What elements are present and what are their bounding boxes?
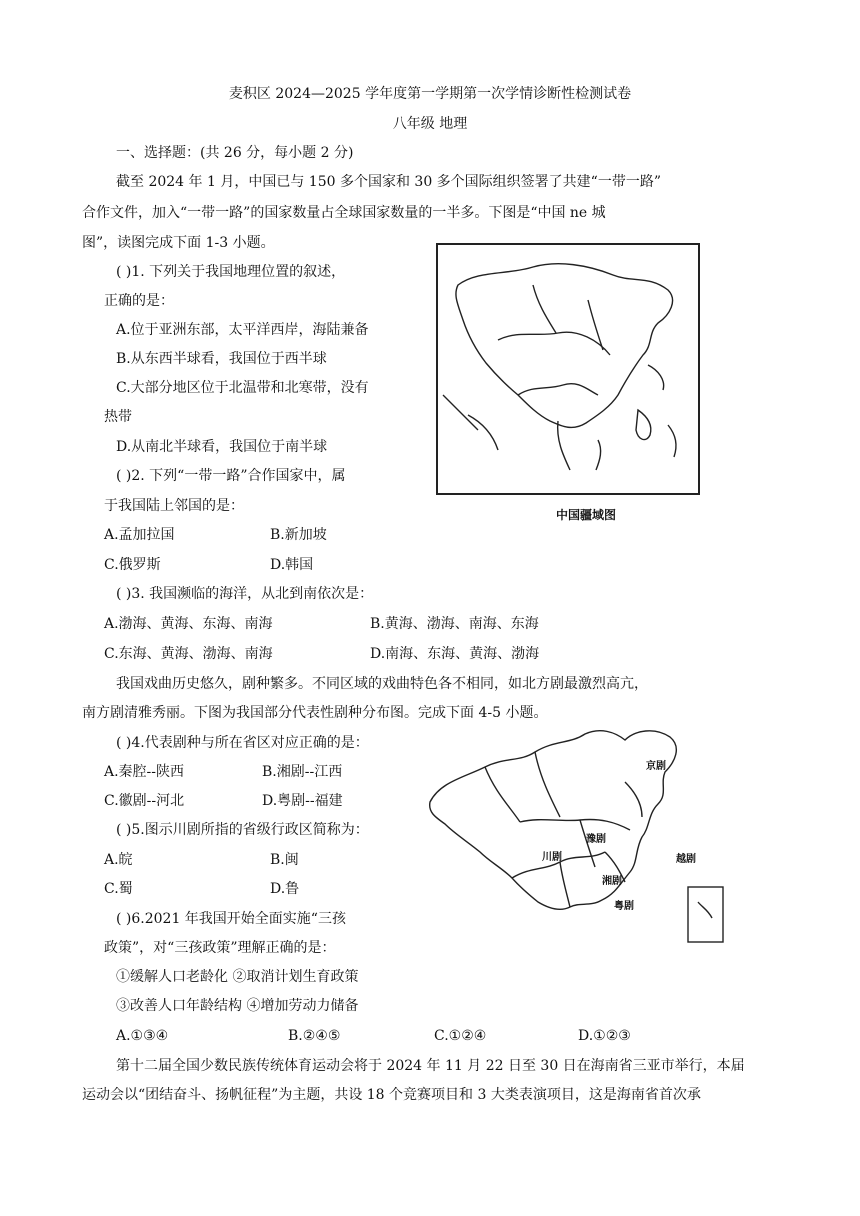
q3-option-c: C.东海、黄海、渤海、南海 bbox=[104, 646, 273, 662]
exam-subtitle: 八年级 地理 bbox=[392, 116, 468, 132]
q2-stem-line-2: 于我国陆上邻国的是： bbox=[104, 498, 244, 514]
q4-stem: ( )4.代表剧种与所在省区对应正确的是： bbox=[116, 735, 369, 751]
china-map-caption: 中国疆域图 bbox=[556, 508, 617, 522]
q6-statements-1: ①缓解人口老龄化 ②取消计划生育政策 bbox=[116, 969, 359, 985]
passage-3-line-1: 第十二届全国少数民族传统体育运动会将于 2024 年 11 月 22 日至 30 日在海南省三亚市举行，本届 bbox=[116, 1058, 745, 1074]
exam-title: 麦积区 2024—2025 学年度第一学期第一次学情诊断性检测试卷 bbox=[228, 86, 632, 102]
label-xiangju: 湘剧 bbox=[602, 876, 622, 887]
section-heading: 一、选择题：(共 26 分，每小题 2 分) bbox=[116, 145, 354, 161]
passage-2-line-1: 我国戏曲历史悠久，剧种繁多。不同区域的戏曲特色各不相同，如北方剧最激烈高亢， bbox=[116, 676, 648, 692]
q1-stem-line-2: 正确的是： bbox=[104, 293, 174, 309]
q1-option-b: B.从东西半球看，我国位于西半球 bbox=[116, 351, 327, 367]
q2-option-b: B.新加坡 bbox=[270, 527, 327, 543]
q5-option-c: C.蜀 bbox=[104, 881, 133, 897]
passage-1-line-2: 合作文件，加入“一带一路”的国家数量占全球国家数量的一半多。下图是“中国 ne 城 bbox=[82, 205, 606, 221]
passage-1-line-1: 截至 2024 年 1 月，中国已与 150 多个国家和 30 多个国际组织签署了共建“一带一路” bbox=[116, 174, 661, 190]
q6-option-a: A.①③④ bbox=[116, 1028, 169, 1044]
china-territory-map bbox=[436, 243, 700, 495]
q3-stem: ( )3. 我国濒临的海洋，从北到南依次是： bbox=[116, 586, 374, 602]
q6-stem-line-2: 政策”，对“三孩政策”理解正确的是： bbox=[104, 940, 336, 956]
q6-option-b: B.②④⑤ bbox=[288, 1028, 341, 1044]
label-chuanju: 川剧 bbox=[542, 852, 562, 863]
label-jingju: 京剧 bbox=[646, 761, 666, 772]
q4-option-d: D.粤剧--福建 bbox=[262, 793, 343, 809]
q5-stem: ( )5.图示川剧所指的省级行政区简称为： bbox=[116, 822, 369, 838]
q3-option-b: B.黄海、渤海、南海、东海 bbox=[370, 616, 539, 632]
q1-stem-line-1: ( )1. 下列关于我国地理位置的叙述， bbox=[116, 264, 346, 280]
q2-option-d: D.韩国 bbox=[270, 557, 314, 573]
q3-option-d: D.南海、东海、黄海、渤海 bbox=[370, 646, 540, 662]
q6-statements-2: ③改善人口年龄结构 ④增加劳动力储备 bbox=[116, 998, 359, 1014]
q5-option-d: D.鲁 bbox=[270, 881, 300, 897]
q1-option-c-line-2: 热带 bbox=[104, 409, 132, 425]
passage-1-line-3: 图”，读图完成下面 1-3 小题。 bbox=[82, 235, 275, 251]
opera-map-drawing bbox=[420, 722, 730, 947]
q6-option-c: C.①②④ bbox=[434, 1028, 487, 1044]
label-yueju-guangdong: 粤剧 bbox=[614, 901, 634, 912]
label-yueju-zhejiang: 越剧 bbox=[676, 854, 696, 865]
q3-option-a: A.渤海、黄海、东海、南海 bbox=[104, 616, 273, 632]
opera-distribution-map bbox=[420, 722, 730, 947]
q1-option-c-line-1: C.大部分地区位于北温带和北寒带，没有 bbox=[116, 380, 369, 396]
q5-option-a: A.皖 bbox=[104, 852, 133, 868]
q1-option-a: A.位于亚洲东部，太平洋西岸，海陆兼备 bbox=[116, 322, 369, 338]
q5-option-b: B.闽 bbox=[270, 852, 299, 868]
passage-3-line-2: 运动会以“团结奋斗、扬帆征程”为主题，共设 18 个竞赛项目和 3 大类表演项目，这是海南省首次承 bbox=[82, 1087, 701, 1103]
passage-2-line-2: 南方剧清雅秀丽。下图为我国部分代表性剧种分布图。完成下面 4-5 小题。 bbox=[82, 705, 548, 721]
q2-stem-line-1: ( )2. 下列“一带一路”合作国家中，属 bbox=[116, 468, 346, 484]
q2-option-a: A.孟加拉国 bbox=[104, 527, 175, 543]
label-yuju: 豫剧 bbox=[586, 834, 606, 845]
q4-option-a: A.秦腔--陕西 bbox=[104, 764, 185, 780]
q6-stem-line-1: ( )6.2021 年我国开始全面实施“三孩 bbox=[116, 911, 346, 927]
q4-option-b: B.湘剧--江西 bbox=[262, 764, 343, 780]
q2-option-c: C.俄罗斯 bbox=[104, 557, 161, 573]
china-map-drawing bbox=[438, 245, 698, 493]
q6-option-d: D.①②③ bbox=[578, 1028, 631, 1044]
q1-option-d: D.从南北半球看，我国位于南半球 bbox=[116, 439, 328, 455]
q4-option-c: C.徽剧--河北 bbox=[104, 793, 185, 809]
